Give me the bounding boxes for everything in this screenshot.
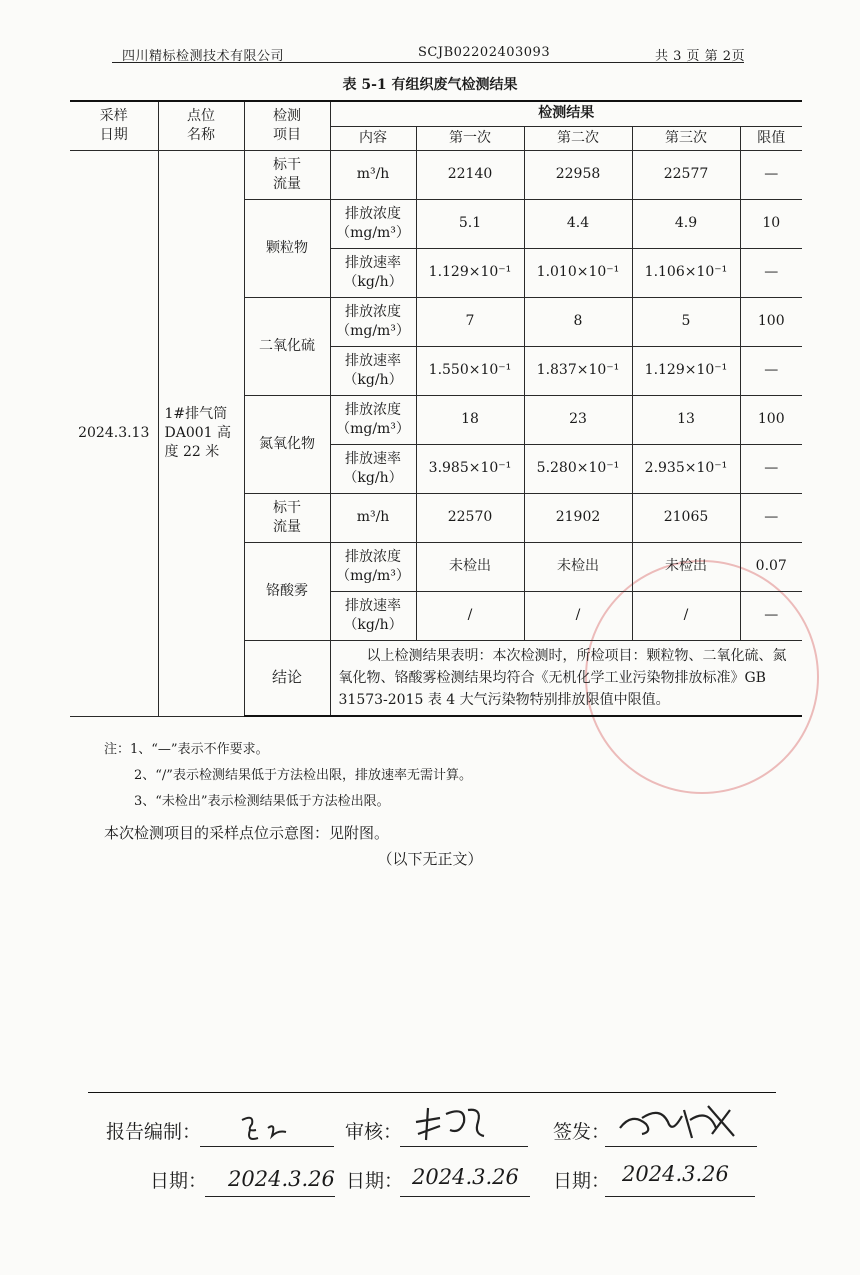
value-cell: 5.1 <box>416 199 524 248</box>
limit-cell: — <box>740 150 802 199</box>
conc-label: 排放浓度 （mg/m³） <box>330 542 416 591</box>
unit: m³/h <box>330 493 416 542</box>
date-label-2: 日期： <box>346 1170 404 1192</box>
unit: m³/h <box>330 150 416 199</box>
value-cell: 4.4 <box>524 199 632 248</box>
value-cell: 2.935×10⁻¹ <box>632 444 740 493</box>
compiler-signature <box>206 1108 336 1148</box>
end-line: （以下无正文） <box>377 850 483 868</box>
limit-cell: — <box>740 346 802 395</box>
table-row <box>70 150 802 199</box>
signature-rule <box>88 1092 776 1093</box>
issuer-label: 签发： <box>553 1121 611 1143</box>
rate-label: 排放速率 （kg/h） <box>330 444 416 493</box>
attachment-line: 本次检测项目的采样点位示意图：见附图。 <box>104 824 390 842</box>
note-3: 3、“未检出”表示检测结果低于方法检出限。 <box>134 794 390 809</box>
value-cell: 23 <box>524 395 632 444</box>
date-underline-2 <box>400 1196 530 1197</box>
table-title: 表 5-1 有组织废气检测结果 <box>342 77 518 93</box>
col-limit: 限值 <box>740 126 802 150</box>
value-cell: 1.129×10⁻¹ <box>632 346 740 395</box>
rate-label: 排放速率 （kg/h） <box>330 346 416 395</box>
value-cell: 1.106×10⁻¹ <box>632 248 740 297</box>
value-cell: 21902 <box>524 493 632 542</box>
value-cell: 18 <box>416 395 524 444</box>
date-2: 2024.3.26 <box>412 1165 519 1189</box>
col-content: 内容 <box>330 126 416 150</box>
value-cell: 3.985×10⁻¹ <box>416 444 524 493</box>
conc-label: 排放浓度 （mg/m³） <box>330 395 416 444</box>
date-underline-1 <box>205 1196 335 1197</box>
note-2: 2、“/”表示检测结果低于方法检出限，排放速率无需计算。 <box>134 768 472 783</box>
value-cell: 4.9 <box>632 199 740 248</box>
note-1: 注：1、“—”表示不作要求。 <box>104 742 269 757</box>
value-cell: / <box>632 591 740 640</box>
header-rule <box>112 62 744 63</box>
value-cell: 21065 <box>632 493 740 542</box>
value-cell: 5 <box>632 297 740 346</box>
value-cell: 22570 <box>416 493 524 542</box>
limit-cell: 10 <box>740 199 802 248</box>
col-first: 第一次 <box>416 126 524 150</box>
conclusion-label: 结论 <box>244 640 330 716</box>
company-name: 四川精标检测技术有限公司 <box>122 49 285 64</box>
value-cell: 1.837×10⁻¹ <box>524 346 632 395</box>
reviewer-signature <box>406 1100 526 1148</box>
reviewer-label: 审核： <box>345 1121 403 1143</box>
limit-cell: — <box>740 493 802 542</box>
col-third: 第三次 <box>632 126 740 150</box>
value-cell: / <box>416 591 524 640</box>
limit-cell: — <box>740 444 802 493</box>
value-cell: 1.550×10⁻¹ <box>416 346 524 395</box>
results-table <box>70 100 802 717</box>
date-underline-3 <box>605 1196 755 1197</box>
item-nox: 氮氧化物 <box>244 395 330 493</box>
item-flow: 标干 流量 <box>244 493 330 542</box>
value-cell: 未检出 <box>416 542 524 591</box>
sample-date: 2024.3.13 <box>70 150 158 716</box>
date-1: 2024.3.26 <box>228 1167 335 1191</box>
point-name: 1#排气筒 DA001 高 度 22 米 <box>158 150 244 716</box>
value-cell: 5.280×10⁻¹ <box>524 444 632 493</box>
item-chromic-acid-mist: 铬酸雾 <box>244 542 330 640</box>
col-item: 检测 项目 <box>244 101 330 150</box>
value-cell: 13 <box>632 395 740 444</box>
limit-cell: 100 <box>740 395 802 444</box>
value-cell: 22577 <box>632 150 740 199</box>
compiler-label: 报告编制： <box>106 1121 202 1143</box>
value-cell: 22140 <box>416 150 524 199</box>
rate-label: 排放速率 （kg/h） <box>330 591 416 640</box>
value-cell: / <box>524 591 632 640</box>
compiler-underline <box>200 1146 334 1147</box>
item-so2: 二氧化硫 <box>244 297 330 395</box>
conc-label: 排放浓度 （mg/m³） <box>330 297 416 346</box>
value-cell: 8 <box>524 297 632 346</box>
limit-cell: — <box>740 248 802 297</box>
date-label-1: 日期： <box>150 1170 208 1192</box>
value-cell: 未检出 <box>632 542 740 591</box>
col-point-name: 点位 名称 <box>158 101 244 150</box>
report-number: SCJB02202403093 <box>418 45 551 60</box>
value-cell: 1.010×10⁻¹ <box>524 248 632 297</box>
limit-cell: 100 <box>740 297 802 346</box>
limit-cell: — <box>740 591 802 640</box>
reviewer-underline <box>400 1146 528 1147</box>
limit-cell: 0.07 <box>740 542 802 591</box>
value-cell: 1.129×10⁻¹ <box>416 248 524 297</box>
item-flow: 标干 流量 <box>244 150 330 199</box>
conclusion-text: 以上检测结果表明：本次检测时，所检项目：颗粒物、二氧化硫、氮氧化物、铬酸雾检测结果均符合《无机化学工业污染物排放标准》GB 31573-2015 表 4 大气污染物特别排放限值中限值。 <box>330 640 802 716</box>
value-cell: 7 <box>416 297 524 346</box>
rate-label: 排放速率 （kg/h） <box>330 248 416 297</box>
issuer-signature <box>612 1098 762 1148</box>
value-cell: 未检出 <box>524 542 632 591</box>
issuer-underline <box>605 1146 757 1147</box>
date-3: 2024.3.26 <box>622 1162 729 1186</box>
date-label-3: 日期： <box>553 1170 611 1192</box>
col-results: 检测结果 <box>330 101 802 126</box>
page-info: 共 3 页 第 2页 <box>655 49 746 64</box>
value-cell: 22958 <box>524 150 632 199</box>
item-particulate: 颗粒物 <box>244 199 330 297</box>
conc-label: 排放浓度 （mg/m³） <box>330 199 416 248</box>
col-second: 第二次 <box>524 126 632 150</box>
col-sample-date: 采样 日期 <box>70 101 158 150</box>
